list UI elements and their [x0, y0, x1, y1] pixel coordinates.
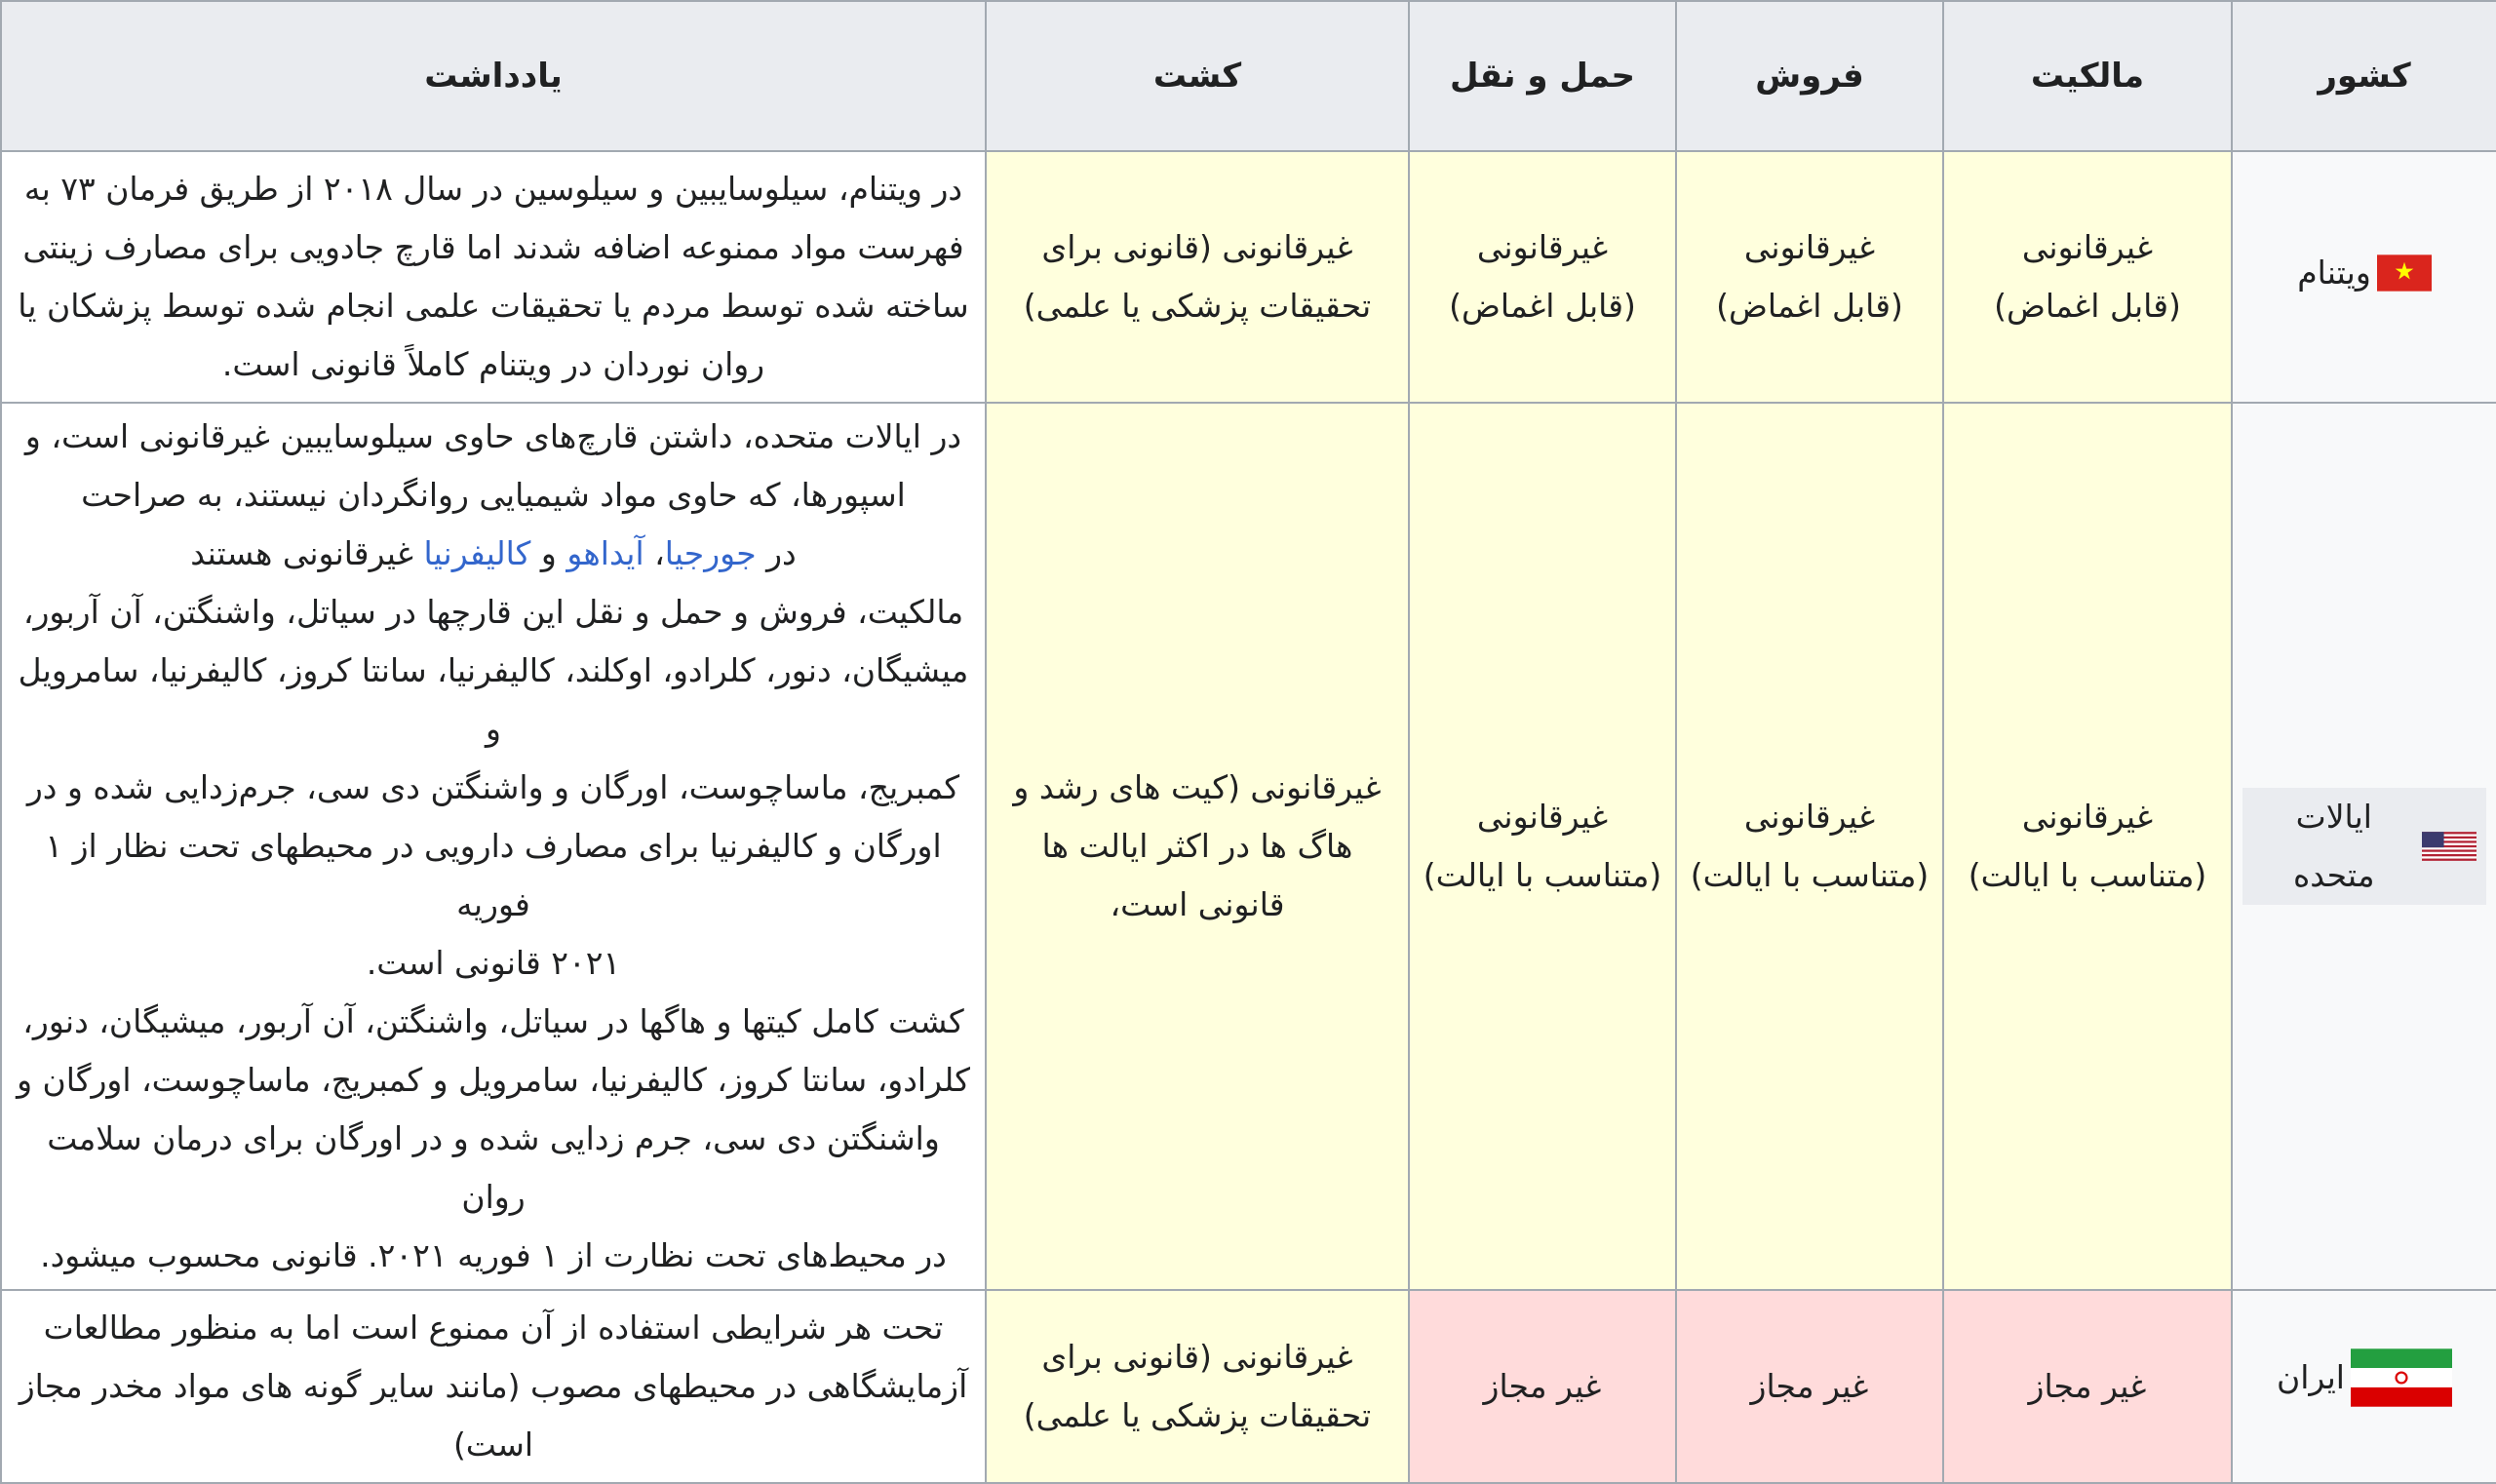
note-line: است) [452, 1425, 534, 1464]
ownership-cell-iran: غیر مجاز [1943, 1290, 2232, 1483]
note-line: تحت هر شرایطی استفاده از آن ممنوع است اما به منظور مطالعات [43, 1308, 944, 1347]
cultivation-cell-usa [986, 403, 1409, 1290]
note-line-with-links [12, 525, 975, 583]
cell-line: (قابل اغماض) [1994, 287, 2181, 325]
header-transport[interactable]: حمل و نقل [1409, 1, 1676, 151]
link-idaho[interactable]: آیداهو [566, 534, 644, 572]
header-country[interactable]: کشور [2232, 1, 2496, 151]
table-row-vietnam [1, 151, 2496, 403]
cell-line: غیرقانونی (قانونی برای [1041, 228, 1353, 266]
iran-flag-icon[interactable] [2351, 1348, 2452, 1407]
note-cell-vietnam [1, 151, 986, 403]
note-cell-iran [1, 1290, 986, 1483]
cell-line: هاگ ها در اکثر ایالت ها [1041, 827, 1353, 865]
transport-cell-vietnam [1409, 151, 1676, 403]
header-ownership[interactable]: مالکیت [1943, 1, 2232, 151]
cell-line: غیرقانونی (کیت های رشد و [1013, 768, 1382, 806]
note-line: در ایالات متحده، داشتن قارچ‌های حاوی سیلوسایبین غیرقانونی است، و [24, 417, 962, 455]
sale-cell-vietnam [1676, 151, 1943, 403]
sale-cell-usa [1676, 403, 1943, 1290]
cultivation-cell-iran [986, 1290, 1409, 1483]
link-california[interactable]: کالیفرنیا [423, 534, 531, 572]
note-line: ۲۰۲۱ قانونی است. [366, 944, 621, 982]
note-line: مالکیت، فروش و حمل و نقل این قارچها در سیاتل، واشنگتن، آن آربور، [22, 593, 964, 631]
vietnam-flag-icon[interactable] [2377, 254, 2432, 292]
cell-line: غیرقانونی [1476, 798, 1609, 836]
ownership-cell-usa [1943, 403, 2232, 1290]
link-georgia[interactable]: جورجیا [664, 534, 757, 572]
country-name-usa[interactable]: ایالات متحده [2293, 798, 2375, 894]
note-line: کشت کامل کیتها و هاگها در سیاتل، واشنگتن، آن آربور، میشیگان، دنور، [22, 1002, 964, 1040]
cell-line: تحقیقات پزشکی یا علمی) [1023, 1396, 1372, 1434]
note-line: ساخته شده توسط مردم یا تحقیقات علمی انجام شده توسط پزشکان یا [18, 287, 969, 325]
country-cell-usa [2232, 403, 2496, 1290]
note-line: آزمایشگاهی در محیطهای مصوب (مانند سایر گونه های مواد مخدر مجاز [19, 1367, 968, 1405]
note-line: کلرادو، سانتا کروز، کالیفرنیا، سامرویل و کمبریج، ماساچوست، اورگان و [17, 1061, 970, 1099]
cell-line: (متناسب با ایالت) [1690, 856, 1930, 894]
header-sale[interactable]: فروش [1676, 1, 1943, 151]
note-cell-usa [1, 403, 986, 1290]
cell-line: غیرقانونی [1743, 798, 1876, 836]
header-cultivation[interactable]: کشت [986, 1, 1409, 151]
cell-line: غیرقانونی (قانونی برای [1041, 1338, 1353, 1376]
header-row [1, 1, 2496, 151]
transport-cell-usa [1409, 403, 1676, 1290]
cell-line: غیرقانونی [2021, 228, 2154, 266]
note-line: واشنگتن دی سی، جرم زدایی شده و در اورگان برای درمان سلامت روان [47, 1119, 940, 1216]
transport-cell-iran: غیر مجاز [1409, 1290, 1676, 1483]
note-text: ، [654, 534, 665, 572]
note-line: در ویتنام، سیلوسایبین و سیلوسین در سال ۲۰۱۸ از طریق فرمان ۷۳ به [23, 170, 963, 208]
cell-line: (قابل اغماض) [1716, 287, 1903, 325]
note-text: در [766, 534, 797, 572]
cell-line: غیرقانونی [1476, 228, 1609, 266]
note-line: اسپورها، که حاوی مواد شیمیایی روانگردان نیستند، به صراحت [81, 476, 906, 514]
cell-line: غیرقانونی [1743, 228, 1876, 266]
note-line: فهرست مواد ممنوعه اضافه شدند اما قارچ جادویی برای مصارف زینتی [22, 228, 964, 266]
ownership-cell-vietnam [1943, 151, 2232, 403]
cell-line: (قابل اغماض) [1449, 287, 1636, 325]
note-text: و [540, 534, 557, 572]
usa-flag-icon[interactable] [2422, 832, 2476, 861]
cell-line: تحقیقات پزشکی یا علمی) [1023, 287, 1372, 325]
note-line: اورگان و کالیفرنیا برای مصارف دارویی در محیطهای تحت نظار از ۱ فوریه [45, 827, 942, 923]
sale-cell-iran: غیر مجاز [1676, 1290, 1943, 1483]
note-line: میشیگان، دنور، کلرادو، اوکلند، کالیفرنیا، سانتا کروز، کالیفرنیا، سامرویل و [18, 651, 969, 748]
country-cell-iran [2232, 1290, 2496, 1483]
country-name-vietnam[interactable]: ویتنام [2297, 254, 2371, 292]
cell-line: (متناسب با ایالت) [1968, 856, 2207, 894]
note-line: روان نوردان در ویتنام کاملاً قانونی است. [221, 345, 765, 383]
country-cell-vietnam [2232, 151, 2496, 403]
note-line: در محیط‌های تحت نظارت از ۱ فوریه ۲۰۲۱. قانونی محسوب میشود. [40, 1236, 947, 1274]
note-line: کمبریج، ماساچوست، اورگان و واشنگتن دی سی، جرم‌زدایی شده و در [26, 768, 960, 806]
cell-line: قانونی است، [1110, 885, 1285, 923]
cultivation-cell-vietnam [986, 151, 1409, 403]
country-name-iran[interactable]: ایران [2277, 1357, 2345, 1396]
table-row-iran [1, 1290, 2496, 1483]
note-text: غیرقانونی هستند [190, 534, 414, 572]
cell-line: (متناسب با ایالت) [1423, 856, 1662, 894]
table-row-usa [1, 403, 2496, 1290]
cell-line: غیرقانونی [2021, 798, 2154, 836]
header-note[interactable]: یادداشت [1, 1, 986, 151]
